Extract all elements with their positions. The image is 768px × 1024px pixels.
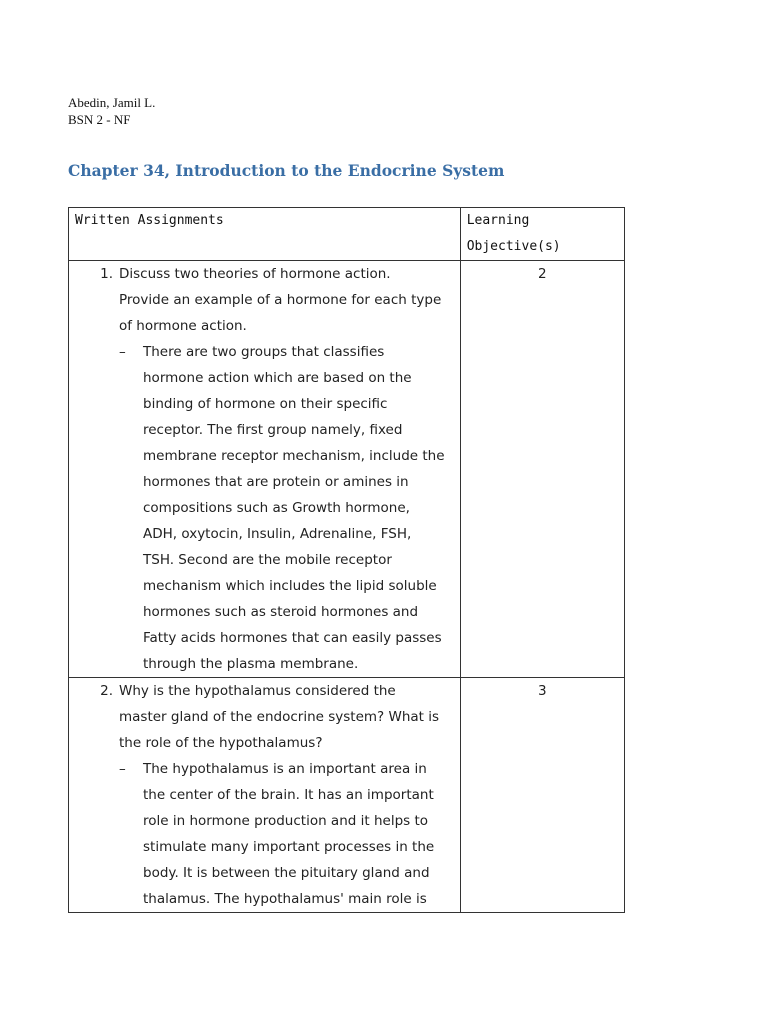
author-section: BSN 2 - NF	[68, 112, 131, 127]
answer-line: – The hypothalamus is an important area in	[69, 756, 460, 782]
answer-line: – There are two groups that classifies	[69, 339, 460, 365]
question-line: 1. Discuss two theories of hormone action.	[69, 261, 460, 287]
question-line: master gland of the endocrine system? What is	[119, 709, 440, 725]
dash-bullet: –	[119, 761, 126, 777]
answer-line: ADH, oxytocin, Insulin, Adrenaline, FSH,	[143, 526, 412, 542]
table-row	[69, 261, 625, 678]
question-line: the role of the hypothalamus?	[119, 735, 323, 751]
assignment-cell	[69, 261, 461, 678]
answer-line: compositions such as Growth hormone,	[143, 500, 410, 516]
chapter-title: Chapter 34, Introduction to the Endocrine System	[68, 161, 505, 180]
question-number: 2.	[100, 683, 113, 699]
objective-value: 3	[538, 683, 547, 699]
answer-line: stimulate many important processes in the	[143, 839, 435, 855]
header-objective-line2: Objective(s)	[466, 239, 561, 254]
question-number: 1.	[100, 266, 113, 282]
answer-line: through the plasma membrane.	[143, 656, 359, 672]
answer-line: TSH. Second are the mobile receptor	[143, 552, 392, 568]
header-learning-objectives	[460, 208, 624, 261]
question-line: 2. Why is the hypothalamus considered the	[69, 678, 460, 704]
header-objective-line1: Learning	[466, 213, 530, 228]
answer-line: hormones that are protein or amines in	[143, 474, 409, 490]
answer-line: thalamus. The hypothalamus' main role is	[143, 891, 427, 907]
table-row	[69, 678, 625, 913]
answer-line: hormones such as steroid hormones and	[143, 604, 419, 620]
dash-bullet: –	[119, 344, 126, 360]
author-name: Abedin, Jamil L.	[68, 95, 156, 110]
answer-line: binding of hormone on their specific	[143, 396, 388, 412]
answer-line: the center of the brain. It has an important	[143, 787, 434, 803]
table-header-row	[69, 208, 625, 261]
answer-line: body. It is between the pituitary gland and	[143, 865, 430, 881]
question-line: of hormone action.	[119, 318, 247, 334]
objective-cell	[460, 678, 624, 913]
objective-cell	[460, 261, 624, 678]
answer-line: hormone action which are based on the	[143, 370, 412, 386]
assignments-table	[68, 207, 625, 913]
answer-line: Fatty acids hormones that can easily passes	[143, 630, 442, 646]
author-block	[68, 94, 155, 128]
answer-line: membrane receptor mechanism, include the	[143, 448, 445, 464]
assignment-cell	[69, 678, 461, 913]
objective-value: 2	[538, 266, 547, 282]
answer-line: mechanism which includes the lipid soluble	[143, 578, 437, 594]
answer-line: receptor. The first group namely, fixed	[143, 422, 403, 438]
header-written-assignments: Written Assignments	[69, 208, 461, 261]
question-line: Provide an example of a hormone for each type	[119, 292, 442, 308]
answer-line: role in hormone production and it helps to	[143, 813, 429, 829]
